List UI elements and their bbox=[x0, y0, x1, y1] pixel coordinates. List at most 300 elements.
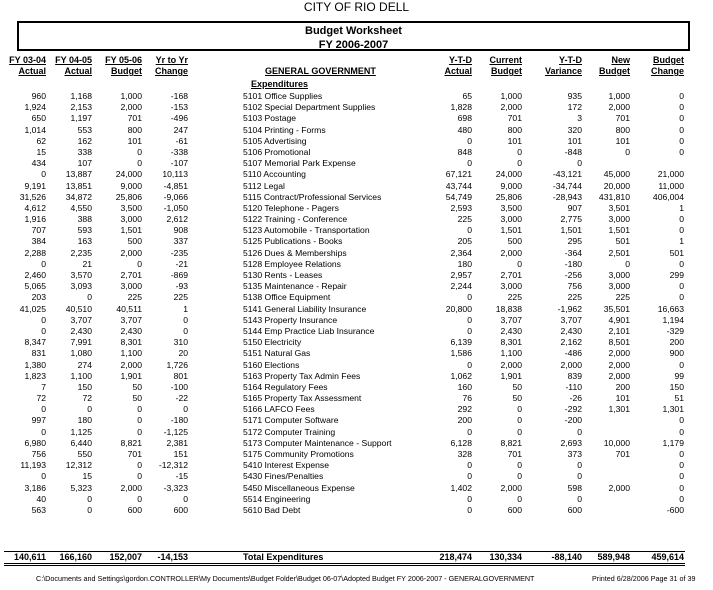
cell-fy0304-actual: 1,924 bbox=[24, 102, 46, 113]
cell-fy0304-actual: 31,526 bbox=[19, 191, 46, 202]
table-row bbox=[0, 494, 713, 505]
cell-yr-change: 310 bbox=[173, 337, 188, 348]
cell-current-budget: 1,901 bbox=[500, 370, 522, 381]
cell-ytd-actual: 6,128 bbox=[450, 437, 472, 448]
cell-fy0405-actual: 163 bbox=[77, 236, 92, 247]
cell-account: 5160 Elections bbox=[243, 359, 300, 370]
cell-account: 5610 Bad Debt bbox=[243, 504, 301, 515]
cell-ytd-variance: -180 bbox=[564, 258, 582, 269]
cell-fy0304-actual: 563 bbox=[31, 504, 46, 515]
cell-new-budget: 3,000 bbox=[608, 281, 630, 292]
table-row bbox=[0, 236, 713, 247]
cell-yr-change: -93 bbox=[175, 281, 188, 292]
cell-fy0304-actual: 831 bbox=[31, 348, 46, 359]
cell-ytd-variance: 0 bbox=[577, 158, 582, 169]
cell-fy0506-budget: 0 bbox=[137, 415, 142, 426]
cell-yr-change: -168 bbox=[170, 91, 188, 101]
cell-current-budget: 0 bbox=[517, 460, 522, 471]
cell-current-budget: 0 bbox=[517, 258, 522, 269]
table-row bbox=[0, 393, 713, 404]
table-row bbox=[0, 125, 713, 136]
cell-fy0405-actual: 162 bbox=[77, 135, 92, 146]
cell-account: 5141 General Liability Insurance bbox=[243, 303, 367, 314]
cell-new-budget: 701 bbox=[615, 113, 630, 124]
cell-ytd-actual: 180 bbox=[457, 258, 472, 269]
cell-account: 5126 Dues & Memberships bbox=[243, 247, 347, 258]
cell-current-budget: 18,838 bbox=[495, 303, 522, 314]
cell-ytd-actual: 1,586 bbox=[450, 348, 472, 359]
cell-fy0506-budget: 0 bbox=[137, 460, 142, 471]
cell-ytd-actual: 0 bbox=[467, 471, 472, 482]
cell-account: 5175 Community Promotions bbox=[243, 449, 354, 459]
cell-ytd-variance: 1,501 bbox=[560, 225, 582, 236]
cell-account: 5123 Automobile - Transportation bbox=[243, 225, 370, 236]
cell-account: 5163 Property Tax Admin Fees bbox=[243, 370, 361, 381]
cell-account: 5106 Promotional bbox=[243, 146, 311, 157]
worksheet-title: Budget Worksheet bbox=[305, 25, 402, 37]
cell-ytd-actual: 54,749 bbox=[445, 191, 472, 202]
header-budget-change: Budget Change bbox=[650, 55, 684, 76]
table-row bbox=[0, 214, 713, 225]
cell-fy0506-budget: 225 bbox=[127, 292, 142, 303]
cell-ytd-variance: 839 bbox=[567, 370, 582, 381]
cell-ytd-actual: 2,593 bbox=[450, 202, 472, 213]
cell-yr-change: 10,113 bbox=[162, 169, 188, 180]
cell-current-budget: 0 bbox=[517, 471, 522, 482]
table-row bbox=[0, 427, 713, 438]
total-yr-change: -14,153 bbox=[157, 552, 188, 562]
cell-fy0304-actual: 0 bbox=[41, 314, 46, 325]
cell-fy0304-actual: 41,025 bbox=[19, 303, 46, 314]
cell-fy0405-actual: 0 bbox=[87, 493, 92, 504]
cell-budget-change: 51 bbox=[674, 393, 684, 404]
cell-fy0506-budget: 101 bbox=[127, 135, 142, 146]
cell-fy0304-actual: 434 bbox=[31, 158, 46, 169]
cell-yr-change: -338 bbox=[170, 146, 188, 157]
cell-current-budget: 2,000 bbox=[500, 247, 522, 258]
cell-budget-change: 0 bbox=[679, 482, 684, 493]
cell-ytd-actual: 2,364 bbox=[450, 247, 472, 258]
cell-budget-change: 299 bbox=[669, 270, 684, 280]
cell-ytd-actual: 1,402 bbox=[450, 482, 472, 493]
table-row bbox=[0, 348, 713, 359]
cell-fy0405-actual: 4,550 bbox=[70, 202, 92, 213]
cell-fy0405-actual: 5,323 bbox=[70, 482, 92, 493]
table-row bbox=[0, 360, 713, 371]
cell-yr-change: -9,066 bbox=[163, 191, 188, 202]
cell-new-budget: 20,000 bbox=[603, 180, 630, 191]
cell-new-budget: 3,501 bbox=[608, 202, 630, 213]
cell-fy0405-actual: 34,872 bbox=[65, 191, 92, 202]
table-row bbox=[0, 225, 713, 236]
cell-account: 5105 Advertising bbox=[243, 135, 307, 146]
cell-budget-change: 900 bbox=[669, 348, 684, 359]
cell-account: 5151 Natural Gas bbox=[243, 348, 311, 359]
total-account: Total Expenditures bbox=[243, 552, 324, 562]
cell-fy0405-actual: 2,430 bbox=[70, 325, 92, 336]
cell-budget-change: 0 bbox=[679, 359, 684, 370]
cell-ytd-variance: 225 bbox=[567, 292, 582, 303]
cell-current-budget: 500 bbox=[507, 236, 522, 247]
total-fy0405-actual: 166,160 bbox=[59, 552, 92, 562]
cell-current-budget: 9,000 bbox=[500, 180, 522, 191]
cell-ytd-actual: 292 bbox=[457, 404, 472, 415]
cell-fy0506-budget: 8,301 bbox=[120, 337, 142, 348]
cell-account: 5103 Postage bbox=[243, 113, 297, 124]
total-fy0506-budget: 152,007 bbox=[109, 552, 142, 562]
cell-fy0506-budget: 500 bbox=[127, 236, 142, 247]
cell-yr-change: 1 bbox=[183, 303, 188, 314]
cell-budget-change: 0 bbox=[679, 225, 684, 236]
cell-fy0405-actual: 1,080 bbox=[70, 348, 92, 359]
cell-fy0506-budget: 1,501 bbox=[120, 225, 142, 236]
total-new-budget: 589,948 bbox=[597, 552, 630, 562]
cell-budget-change: 1 bbox=[679, 202, 684, 213]
cell-fy0304-actual: 5,065 bbox=[24, 281, 46, 292]
cell-yr-change: -22 bbox=[175, 393, 188, 404]
table-row bbox=[0, 259, 713, 270]
cell-budget-change: 200 bbox=[669, 337, 684, 348]
cell-yr-change: 0 bbox=[183, 404, 188, 415]
header-fy0405: FY 04-05 Actual bbox=[55, 55, 92, 76]
cell-current-budget: 0 bbox=[517, 493, 522, 504]
cell-yr-change: -21 bbox=[175, 258, 188, 269]
table-row bbox=[0, 203, 713, 214]
cell-new-budget: 225 bbox=[615, 292, 630, 303]
cell-budget-change: 0 bbox=[679, 449, 684, 459]
cell-fy0506-budget: 9,000 bbox=[120, 180, 142, 191]
cell-current-budget: 1,501 bbox=[500, 225, 522, 236]
cell-ytd-variance: 101 bbox=[567, 135, 582, 146]
cell-ytd-variance: -364 bbox=[564, 247, 582, 258]
cell-fy0506-budget: 24,000 bbox=[115, 169, 142, 180]
cell-fy0304-actual: 8,347 bbox=[24, 337, 46, 348]
table-row bbox=[0, 315, 713, 326]
header-new-budget: New Budget bbox=[599, 55, 630, 76]
cell-ytd-actual: 67,121 bbox=[445, 169, 472, 180]
cell-fy0304-actual: 62 bbox=[36, 135, 46, 146]
header-section: GENERAL GOVERNMENT bbox=[265, 66, 376, 76]
table-row bbox=[0, 113, 713, 124]
cell-yr-change: 151 bbox=[173, 449, 188, 459]
cell-yr-change: -180 bbox=[170, 415, 188, 426]
total-fy0304-actual: 140,611 bbox=[13, 552, 46, 562]
table-row bbox=[0, 181, 713, 192]
cell-ytd-variance: 756 bbox=[567, 281, 582, 292]
cell-new-budget: 2,000 bbox=[608, 348, 630, 359]
cell-new-budget: 4,901 bbox=[608, 314, 630, 325]
cell-new-budget: 701 bbox=[615, 449, 630, 459]
table-row bbox=[0, 169, 713, 180]
cell-account: 5172 Computer Training bbox=[243, 426, 336, 437]
cell-fy0405-actual: 40,510 bbox=[65, 303, 92, 314]
cell-ytd-variance: -486 bbox=[564, 348, 582, 359]
table-row bbox=[0, 136, 713, 147]
total-current-budget: 130,334 bbox=[489, 552, 522, 562]
cell-current-budget: 701 bbox=[507, 113, 522, 124]
cell-fy0405-actual: 13,887 bbox=[65, 169, 92, 180]
cell-budget-change: 0 bbox=[679, 113, 684, 124]
table-row bbox=[0, 438, 713, 449]
cell-fy0304-actual: 0 bbox=[41, 471, 46, 482]
header-ytd-actual: Y-T-D Actual bbox=[444, 55, 472, 76]
cell-ytd-variance: 907 bbox=[567, 202, 582, 213]
cell-budget-change: -329 bbox=[666, 325, 684, 336]
cell-ytd-actual: 1,062 bbox=[450, 370, 472, 381]
cell-fy0405-actual: 13,851 bbox=[65, 180, 92, 191]
cell-ytd-actual: 848 bbox=[457, 146, 472, 157]
cell-ytd-actual: 6,139 bbox=[450, 337, 472, 348]
cell-fy0304-actual: 72 bbox=[36, 393, 46, 404]
cell-yr-change: 2,381 bbox=[166, 437, 188, 448]
cell-current-budget: 3,000 bbox=[500, 214, 522, 225]
cell-fy0405-actual: 3,570 bbox=[70, 270, 92, 280]
cell-new-budget: 431,810 bbox=[598, 191, 630, 202]
header-ytd-variance: Y-T-D Variance bbox=[544, 55, 582, 76]
cell-fy0506-budget: 3,500 bbox=[120, 202, 142, 213]
cell-current-budget: 3,707 bbox=[500, 314, 522, 325]
cell-current-budget: 101 bbox=[507, 135, 522, 146]
cell-budget-change: 1,179 bbox=[662, 437, 684, 448]
city-name: CITY OF RIO DELL bbox=[303, 0, 410, 14]
cell-ytd-variance: 0 bbox=[577, 493, 582, 504]
cell-budget-change: 150 bbox=[669, 381, 684, 392]
cell-new-budget: 1,501 bbox=[608, 225, 630, 236]
cell-fy0405-actual: 1,100 bbox=[70, 370, 92, 381]
cell-yr-change: -235 bbox=[170, 247, 188, 258]
cell-fy0304-actual: 0 bbox=[41, 169, 46, 180]
cell-account: 5430 Fines/Penalties bbox=[243, 471, 324, 482]
cell-fy0304-actual: 0 bbox=[41, 258, 46, 269]
cell-new-budget: 2,000 bbox=[608, 370, 630, 381]
cell-ytd-actual: 0 bbox=[467, 504, 472, 515]
cell-budget-change: 0 bbox=[679, 91, 684, 101]
cell-ytd-actual: 200 bbox=[457, 415, 472, 426]
cell-ytd-actual: 205 bbox=[457, 236, 472, 247]
cell-account: 5101 Office Supplies bbox=[243, 91, 323, 101]
cell-new-budget: 2,000 bbox=[608, 482, 630, 493]
cell-fy0304-actual: 2,288 bbox=[24, 247, 46, 258]
cell-ytd-variance: 2,430 bbox=[560, 325, 582, 336]
cell-yr-change: 1,726 bbox=[166, 359, 188, 370]
cell-account: 5110 Accounting bbox=[243, 169, 306, 180]
cell-ytd-actual: 328 bbox=[457, 449, 472, 459]
cell-ytd-variance: 600 bbox=[567, 504, 582, 515]
cell-current-budget: 3,500 bbox=[500, 202, 522, 213]
header-fy0304: FY 03-04 Actual bbox=[9, 55, 46, 76]
cell-fy0304-actual: 1,380 bbox=[24, 359, 46, 370]
cell-current-budget: 0 bbox=[517, 158, 522, 169]
cell-current-budget: 50 bbox=[512, 381, 522, 392]
table-row bbox=[0, 326, 713, 337]
cell-fy0506-budget: 701 bbox=[127, 113, 142, 124]
cell-fy0506-budget: 1,100 bbox=[120, 348, 142, 359]
cell-fy0405-actual: 1,168 bbox=[70, 91, 92, 101]
cell-yr-change: 0 bbox=[183, 493, 188, 504]
cell-ytd-actual: 0 bbox=[467, 314, 472, 325]
cell-fy0304-actual: 11,193 bbox=[20, 460, 46, 471]
cell-ytd-actual: 20,800 bbox=[445, 303, 472, 314]
cell-fy0304-actual: 756 bbox=[31, 449, 46, 459]
cell-new-budget: 2,000 bbox=[608, 102, 630, 113]
cell-account: 5143 Property Insurance bbox=[243, 314, 338, 325]
cell-fy0506-budget: 50 bbox=[132, 381, 142, 392]
cell-fy0304-actual: 203 bbox=[31, 292, 46, 303]
cell-account: 5410 Interest Expense bbox=[243, 460, 329, 471]
cell-current-budget: 1,000 bbox=[500, 91, 522, 101]
cell-ytd-actual: 2,244 bbox=[450, 281, 472, 292]
cell-budget-change: -600 bbox=[666, 504, 684, 515]
cell-budget-change: 1 bbox=[679, 236, 684, 247]
cell-account: 5144 Emp Practice Liab Insurance bbox=[243, 325, 375, 336]
cell-ytd-variance: -848 bbox=[564, 146, 582, 157]
cell-fy0405-actual: 0 bbox=[87, 504, 92, 515]
table-row bbox=[0, 248, 713, 259]
cell-fy0506-budget: 8,821 bbox=[120, 437, 142, 448]
cell-yr-change: -1,050 bbox=[163, 202, 188, 213]
cell-account: 5135 Maintenance - Repair bbox=[243, 281, 347, 292]
cell-budget-change: 0 bbox=[679, 426, 684, 437]
cell-current-budget: 50 bbox=[512, 393, 522, 404]
cell-ytd-variance: 295 bbox=[567, 236, 582, 247]
cell-fy0506-budget: 0 bbox=[137, 426, 142, 437]
cell-new-budget: 800 bbox=[615, 124, 630, 135]
cell-fy0506-budget: 600 bbox=[127, 504, 142, 515]
cell-ytd-variance: 0 bbox=[577, 460, 582, 471]
cell-fy0506-budget: 40,511 bbox=[116, 303, 142, 314]
cell-account: 5112 Legal bbox=[243, 180, 285, 191]
cell-ytd-variance: 2,693 bbox=[560, 437, 582, 448]
cell-ytd-actual: 1,828 bbox=[450, 102, 472, 113]
cell-ytd-variance: -34,744 bbox=[552, 180, 582, 191]
cell-budget-change: 0 bbox=[679, 292, 684, 303]
cell-fy0405-actual: 274 bbox=[77, 359, 92, 370]
cell-fy0506-budget: 2,430 bbox=[120, 325, 142, 336]
cell-fy0506-budget: 1,000 bbox=[120, 91, 142, 101]
cell-ytd-variance: -200 bbox=[564, 415, 582, 426]
cell-fy0506-budget: 1,901 bbox=[120, 370, 142, 381]
cell-ytd-variance: -1,962 bbox=[557, 303, 582, 314]
table-row bbox=[0, 91, 713, 102]
cell-fy0304-actual: 1,823 bbox=[24, 370, 46, 381]
cell-yr-change: 801 bbox=[173, 370, 188, 381]
cell-fy0304-actual: 15 bbox=[36, 146, 46, 157]
header-yr-change: Yr to Yr Change bbox=[154, 55, 188, 76]
cell-account: 5171 Computer Software bbox=[243, 415, 339, 426]
header-current-budget: Current Budget bbox=[489, 55, 522, 76]
cell-fy0405-actual: 1,197 bbox=[70, 113, 92, 124]
cell-current-budget: 225 bbox=[507, 292, 522, 303]
cell-account: 5450 Miscellaneous Expense bbox=[243, 482, 355, 493]
cell-budget-change: 16,663 bbox=[657, 303, 684, 314]
cell-fy0304-actual: 40 bbox=[36, 493, 46, 504]
cell-fy0405-actual: 1,125 bbox=[70, 426, 92, 437]
cell-account: 5107 Memorial Park Expense bbox=[243, 158, 356, 169]
cell-fy0506-budget: 2,000 bbox=[120, 247, 142, 258]
cell-fy0405-actual: 550 bbox=[77, 449, 92, 459]
cell-current-budget: 8,821 bbox=[500, 437, 522, 448]
cell-ytd-variance: -292 bbox=[564, 404, 582, 415]
cell-budget-change: 0 bbox=[679, 146, 684, 157]
cell-fy0405-actual: 593 bbox=[77, 225, 92, 236]
table-row bbox=[0, 415, 713, 426]
cell-ytd-variance: 2,775 bbox=[560, 214, 582, 225]
cell-current-budget: 0 bbox=[517, 426, 522, 437]
cell-current-budget: 2,000 bbox=[500, 102, 522, 113]
table-row bbox=[0, 192, 713, 203]
cell-fy0304-actual: 3,186 bbox=[24, 482, 46, 493]
cell-yr-change: -153 bbox=[170, 102, 188, 113]
cell-ytd-actual: 0 bbox=[467, 325, 472, 336]
cell-account: 5120 Telephone - Pagers bbox=[243, 202, 339, 213]
cell-budget-change: 0 bbox=[679, 415, 684, 426]
cell-fy0506-budget: 0 bbox=[137, 493, 142, 504]
cell-ytd-variance: 320 bbox=[567, 124, 582, 135]
cell-fy0405-actual: 15 bbox=[82, 471, 92, 482]
table-row bbox=[0, 102, 713, 113]
table-row bbox=[0, 147, 713, 158]
cell-account: 5122 Training - Conference bbox=[243, 214, 348, 225]
cell-ytd-actual: 0 bbox=[467, 460, 472, 471]
table-row bbox=[0, 460, 713, 471]
cell-account: 5138 Office Equipment bbox=[243, 292, 331, 303]
cell-yr-change: 225 bbox=[173, 292, 188, 303]
worksheet-fiscal-year: FY 2006-2007 bbox=[318, 39, 389, 51]
cell-ytd-variance: -43,121 bbox=[552, 169, 582, 180]
cell-account: 5104 Printing - Forms bbox=[243, 124, 326, 135]
cell-ytd-actual: 0 bbox=[467, 359, 472, 370]
cell-fy0405-actual: 21 bbox=[82, 258, 92, 269]
cell-new-budget: 1,000 bbox=[608, 91, 630, 101]
cell-fy0506-budget: 0 bbox=[137, 404, 142, 415]
cell-current-budget: 2,000 bbox=[500, 482, 522, 493]
cell-ytd-variance: 0 bbox=[577, 471, 582, 482]
cell-current-budget: 0 bbox=[517, 404, 522, 415]
cell-ytd-actual: 0 bbox=[467, 225, 472, 236]
cell-ytd-actual: 0 bbox=[467, 158, 472, 169]
cell-fy0405-actual: 180 bbox=[77, 415, 92, 426]
cell-fy0304-actual: 9,191 bbox=[24, 180, 46, 191]
cell-new-budget: 101 bbox=[615, 393, 630, 404]
cell-account: 5173 Computer Maintenance - Support bbox=[243, 437, 392, 448]
cell-yr-change: -496 bbox=[170, 113, 188, 124]
cell-yr-change: -869 bbox=[170, 270, 188, 280]
cell-current-budget: 0 bbox=[517, 415, 522, 426]
table-row bbox=[0, 158, 713, 169]
cell-fy0506-budget: 2,701 bbox=[120, 270, 142, 280]
cell-fy0405-actual: 72 bbox=[82, 393, 92, 404]
cell-current-budget: 0 bbox=[517, 146, 522, 157]
cell-fy0304-actual: 2,460 bbox=[24, 270, 46, 280]
cell-yr-change: -100 bbox=[170, 381, 188, 392]
cell-fy0506-budget: 25,806 bbox=[115, 191, 142, 202]
cell-ytd-variance: 935 bbox=[567, 91, 582, 101]
table-row bbox=[0, 505, 713, 516]
cell-fy0506-budget: 0 bbox=[137, 158, 142, 169]
cell-new-budget: 1,301 bbox=[608, 404, 630, 415]
cell-budget-change: 1,194 bbox=[662, 314, 684, 325]
cell-ytd-variance: 3,707 bbox=[560, 314, 582, 325]
cell-budget-change: 11,000 bbox=[658, 180, 684, 191]
totals-row bbox=[0, 552, 713, 563]
cell-ytd-actual: 225 bbox=[457, 214, 472, 225]
worksheet-title-box bbox=[17, 21, 690, 51]
cell-account: 5514 Engineering bbox=[243, 493, 311, 504]
cell-current-budget: 2,000 bbox=[500, 359, 522, 370]
cell-new-budget: 3,000 bbox=[608, 214, 630, 225]
cell-fy0405-actual: 7,991 bbox=[70, 337, 92, 348]
cell-fy0304-actual: 4,612 bbox=[24, 202, 46, 213]
